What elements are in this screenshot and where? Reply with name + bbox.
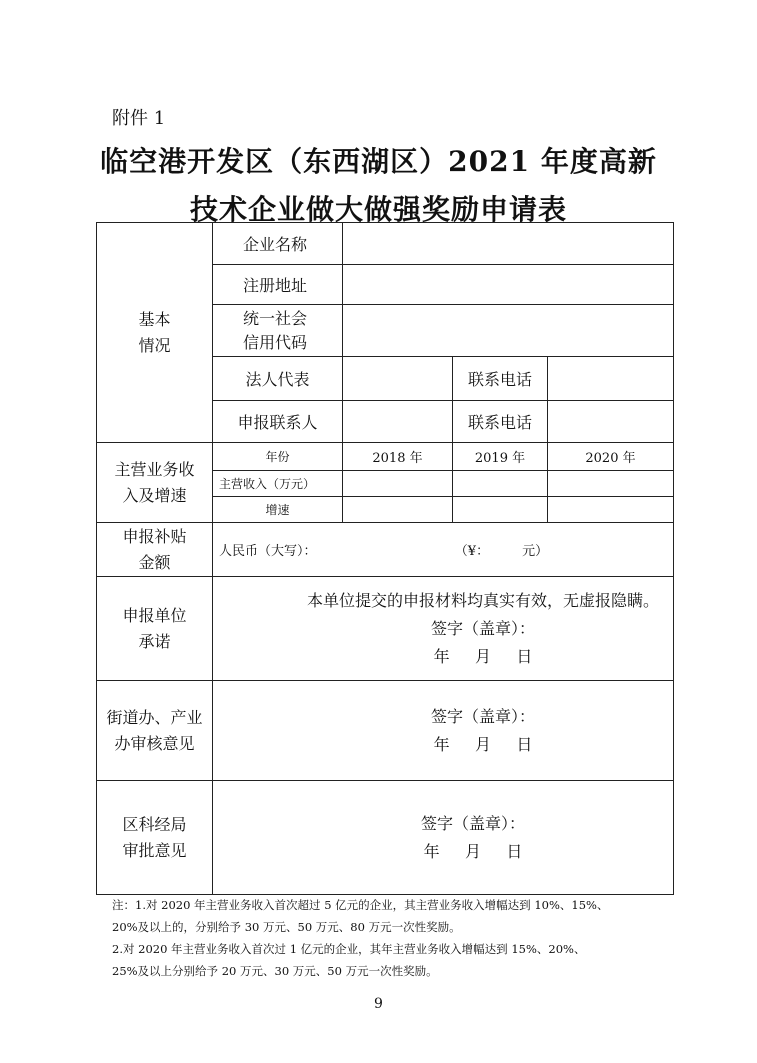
contact-label: 申报联系人 [213, 401, 343, 443]
notes [112, 894, 672, 982]
legal-rep-label: 法人代表 [213, 357, 343, 401]
income-2018-field[interactable] [343, 471, 453, 497]
commitment-sign: 签字（盖章）： [431, 618, 536, 638]
note-line4: 25%及以上分别给予 20 万元、30 万元、50 万元一次性奖励。 [112, 964, 438, 978]
company-name-label: 企业名称 [213, 223, 343, 265]
approval-label: 区科经局 审批意见 [97, 781, 213, 895]
basic-info-label: 基本 情况 [97, 223, 213, 443]
contact-field[interactable] [343, 401, 453, 443]
commitment-text: 本单位提交的申报材料均真实有效，无虚报隐瞒。 [307, 590, 660, 610]
growth-2020-field[interactable] [548, 497, 674, 523]
address-field[interactable] [343, 265, 674, 305]
subsidy-field[interactable] [213, 523, 674, 577]
commitment-field[interactable] [213, 577, 674, 681]
amount-label: （¥： 元） [454, 544, 549, 559]
address-label: 注册地址 [213, 265, 343, 305]
income-2019-field[interactable] [453, 471, 548, 497]
application-form-table [96, 222, 674, 895]
page-number: 9 [374, 996, 383, 1012]
growth-2019-field[interactable] [453, 497, 548, 523]
page-title-line1: 临空港开发区（东西湖区）2021 年度高新 [100, 145, 657, 178]
phone1-field[interactable] [548, 357, 674, 401]
year-2018: 2018 年 [343, 443, 453, 471]
phone2-field[interactable] [548, 401, 674, 443]
approval-date: 年 月 日 [423, 841, 523, 861]
credit-code-field[interactable] [343, 305, 674, 357]
income-label: 主营收入（万元） [213, 471, 343, 497]
company-name-field[interactable] [343, 223, 674, 265]
note-line3: 2.对 2020 年主营业务收入首次过 1 亿元的企业，其年主营业务收入增幅达到 15%、20%、 [112, 942, 586, 956]
page-title-line2: 技术企业做大做强奖励申请表 [189, 193, 567, 226]
subsidy-label: 申报补贴 金额 [97, 523, 213, 577]
revenue-label: 主营业务收 入及增速 [97, 443, 213, 523]
growth-2018-field[interactable] [343, 497, 453, 523]
phone2-label: 联系电话 [453, 401, 548, 443]
commitment-date: 年 月 日 [433, 646, 533, 666]
growth-label: 增速 [213, 497, 343, 523]
review-sign: 签字（盖章）： [431, 706, 536, 726]
legal-rep-field[interactable] [343, 357, 453, 401]
commitment-label: 申报单位 承诺 [97, 577, 213, 681]
year-2019: 2019 年 [453, 443, 548, 471]
year-label: 年份 [213, 443, 343, 471]
note-line2: 20%及以上的，分别给予 30 万元、50 万元、80 万元一次性奖励。 [112, 920, 461, 934]
review-date: 年 月 日 [433, 734, 533, 754]
approval-field[interactable] [213, 781, 674, 895]
credit-code-label: 统一社会 信用代码 [213, 305, 343, 357]
phone1-label: 联系电话 [453, 357, 548, 401]
review-label: 街道办、产业 办审核意见 [97, 681, 213, 781]
approval-sign: 签字（盖章）： [421, 813, 526, 833]
review-field[interactable] [213, 681, 674, 781]
year-2020: 2020 年 [548, 443, 674, 471]
attachment-label: 附件 1 [112, 108, 166, 129]
note-line1: 注：1.对 2020 年主营业务收入首次超过 5 亿元的企业，其主营业务收入增幅达到 10%、15%、 [112, 898, 609, 912]
rmb-label: 人民币（大写）： [219, 544, 317, 559]
income-2020-field[interactable] [548, 471, 674, 497]
